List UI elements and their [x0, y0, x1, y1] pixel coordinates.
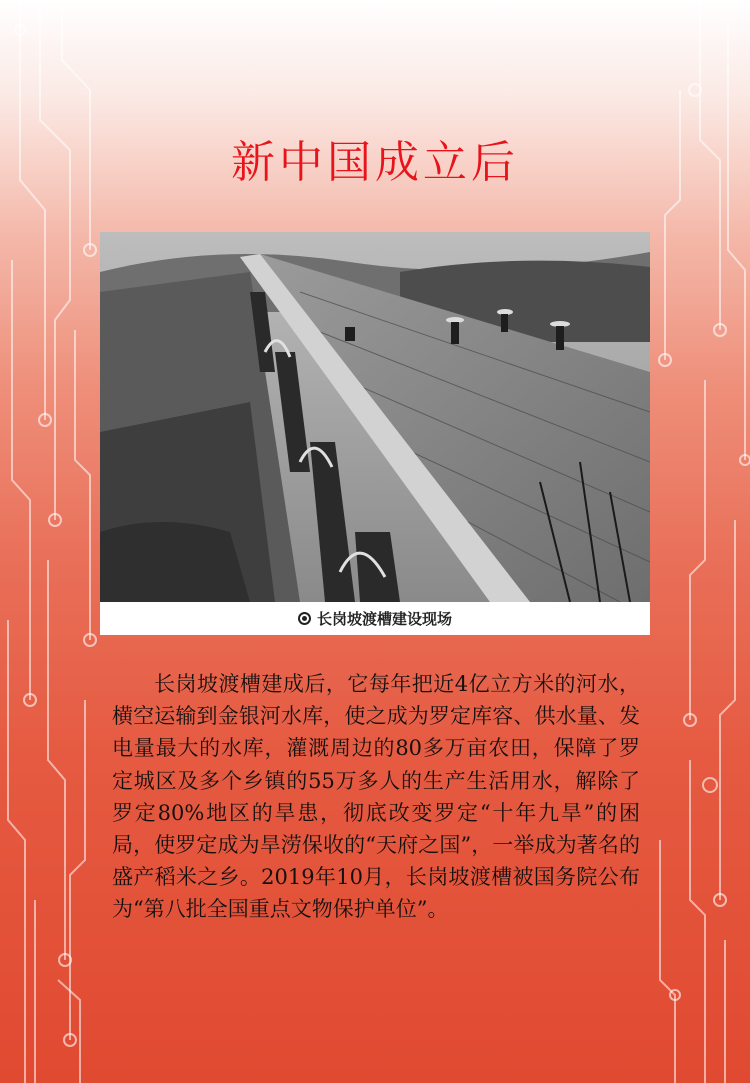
photo-caption-text: 长岗坡渡槽建设现场: [316, 610, 452, 628]
bullet-circle-icon: [298, 612, 311, 625]
aqueduct-construction-photo: [100, 232, 650, 602]
photo-caption: [100, 602, 650, 635]
body-paragraph: 长岗坡渡槽建成后，它每年把近4亿立方米的河水，横空运输到金银河水库，使之成为罗定库容、供水量、发电量最大的水库，灌溉周边的80多万亩农田，保障了罗定城区及多个乡镇的55万多人的生产生活用水，解除了罗定80%地区的旱患，彻底改变罗定“十年九旱”的困局，使罗定成为旱涝保收的“天府之国”，一举成为著名的盛产稻米之乡。2019年10月，长岗坡渡槽被国务院公布为“第八批全国重点文物保护单位”。: [112, 672, 640, 922]
page-title: 新中国成立后: [231, 137, 519, 188]
